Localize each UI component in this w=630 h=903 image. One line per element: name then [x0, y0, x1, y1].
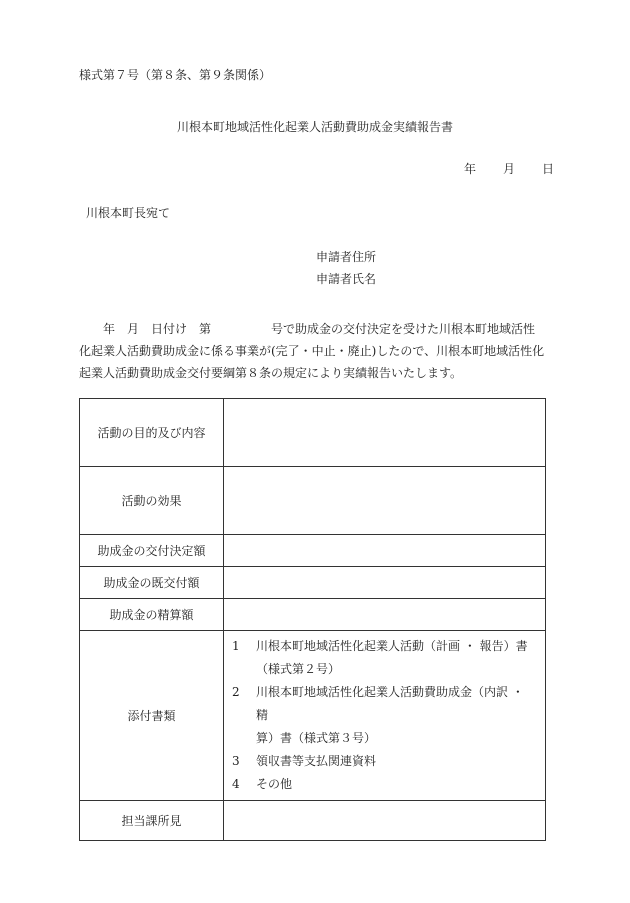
attachment-number: 3	[232, 754, 240, 768]
purpose-field[interactable]	[224, 399, 546, 467]
row-label-purpose: 活動の目的及び内容	[80, 399, 224, 467]
decision-amount-field[interactable]	[224, 535, 546, 567]
document-title: 川根本町地域活性化起業人活動費助成金実績報告書	[176, 120, 453, 134]
row-label-paid-amount: 助成金の既交付額	[80, 567, 224, 599]
body-line: 化起業人活動費助成金に係る事業が(完了・中止・廃止)したので、川根本町地域活性化	[79, 344, 545, 358]
attachment-number: 1	[232, 639, 240, 653]
attachment-item	[232, 773, 539, 796]
date-year: 年	[464, 162, 477, 176]
attachments-cell	[224, 631, 546, 801]
row-label-settlement-amount: 助成金の精算額	[80, 599, 224, 631]
attachment-item	[232, 635, 539, 681]
attachment-text-sub: （様式第２号）	[256, 662, 341, 676]
table-row	[80, 567, 546, 599]
date-day: 日	[541, 162, 554, 176]
date-line	[464, 160, 554, 177]
table-row	[80, 599, 546, 631]
applicant-address-label: 申請者住所	[316, 250, 377, 264]
body-line: 起業人活動費助成金交付要綱第８条の規定により実績報告いたします。	[79, 366, 463, 380]
attachment-text	[256, 681, 539, 750]
attachment-text-sub: 算）書（様式第３号）	[256, 731, 377, 745]
attachment-text-main: 川根本町地域活性化起業人活動費助成金（内訳 ・ 精	[256, 685, 524, 722]
attachment-text-main: 川根本町地域活性化起業人活動（計画 ・ 報告）書	[256, 639, 528, 653]
row-label-department-opinion: 担当課所見	[80, 801, 224, 841]
form-number: 様式第７号（第８条、第９条関係）	[79, 68, 272, 82]
attachment-number: 4	[232, 777, 240, 791]
attachment-text-main: その他	[256, 777, 293, 791]
attachment-number: 2	[232, 685, 240, 699]
table-row	[80, 535, 546, 567]
table-row	[80, 399, 546, 467]
attachment-text-main: 領収書等支払関連資料	[256, 754, 377, 768]
settlement-amount-field[interactable]	[224, 599, 546, 631]
attachment-item	[232, 750, 539, 773]
attachment-text	[256, 635, 528, 681]
date-month: 月	[502, 162, 515, 176]
attachment-item	[232, 681, 539, 750]
applicant-name-label: 申請者氏名	[316, 272, 377, 286]
addressee: 川根本町長宛て	[86, 206, 171, 220]
table-row	[80, 631, 546, 801]
row-label-attachments: 添付書類	[80, 631, 224, 801]
row-label-effect: 活動の効果	[80, 467, 224, 535]
table-row	[80, 801, 546, 841]
row-label-decision-amount: 助成金の交付決定額	[80, 535, 224, 567]
table-row	[80, 467, 546, 535]
effect-field[interactable]	[224, 467, 546, 535]
attachment-list	[224, 631, 545, 800]
department-opinion-field[interactable]	[224, 801, 546, 841]
paid-amount-field[interactable]	[224, 567, 546, 599]
body-paragraph	[79, 318, 544, 384]
report-table	[79, 398, 546, 841]
body-line: 年 月 日付け 第 号で助成金の交付決定を受けた川根本町地域活性	[79, 322, 536, 336]
